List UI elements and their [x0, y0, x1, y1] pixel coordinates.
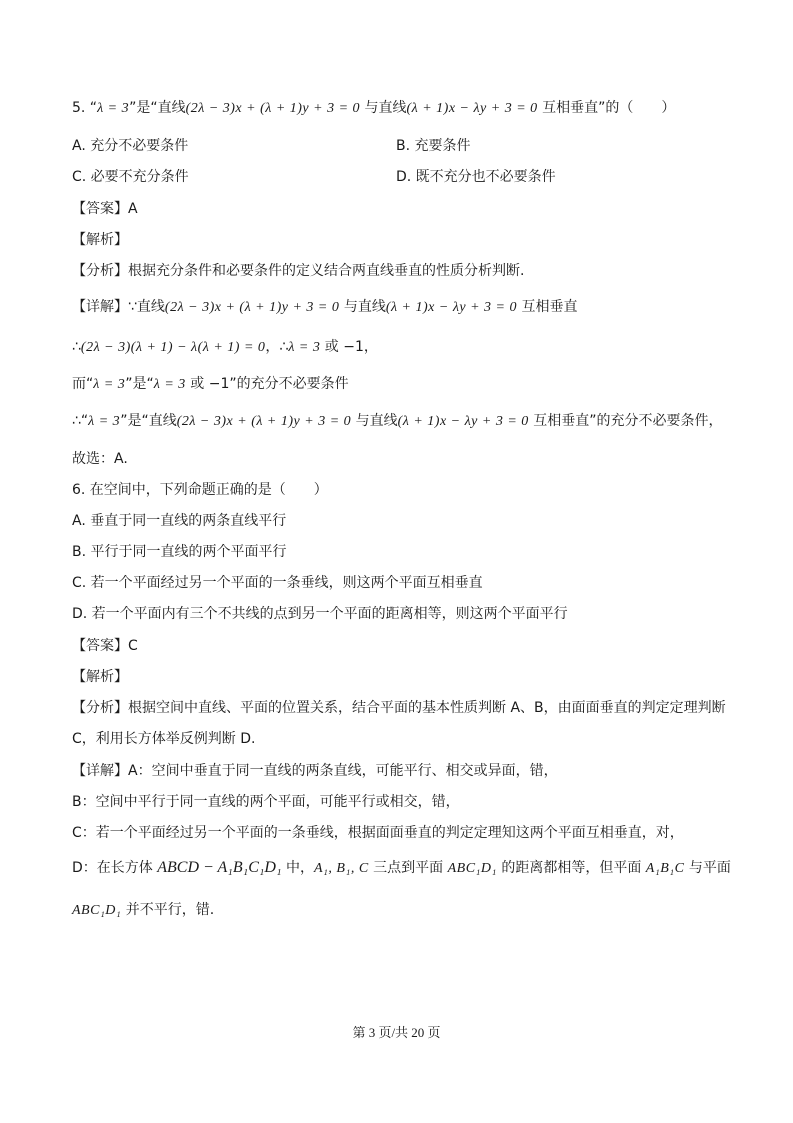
page-footer: 第 3 页/共 20 页: [352, 1025, 441, 1040]
q5-stem-part: 与直线: [360, 100, 407, 116]
q5-step1-part: ∴: [72, 339, 81, 355]
q5-detail-part: 【详解】∵直线: [72, 299, 165, 315]
q5-step3-line1-eq: (2λ − 3)x + (λ + 1)y + 3 = 0: [176, 414, 352, 429]
q5-choose: 故选：A.: [72, 451, 128, 467]
q5-stem-lambda: λ = 3: [97, 101, 130, 116]
q5-answer: 【答案】A: [72, 201, 138, 217]
q5-step3-part: ”是“直线: [120, 413, 177, 429]
q6-option-a: A. 垂直于同一直线的两条直线平行: [72, 513, 287, 529]
q6-detail-d-part: 三点到平面: [368, 860, 448, 876]
q5-step1-part: 或 −1，: [320, 339, 378, 355]
q6-detail-c: C：若一个平面经过另一个平面的一条垂线，根据面面垂直的判定定理知这两个平面互相垂直，对，: [72, 825, 684, 841]
q5-option-a: A. 充分不必要条件: [72, 138, 189, 154]
q5-analysis-heading: 【解析】: [72, 232, 128, 248]
q5-detail: [72, 297, 577, 318]
q5-step3-part: 与直线: [351, 413, 398, 429]
q5-step3-lambda: λ = 3: [88, 414, 121, 429]
q6-detail-d-part: 并不平行，错.: [121, 902, 215, 918]
q6-option-c: C. 若一个平面经过另一个平面的一条垂线，则这两个平面互相垂直: [72, 575, 483, 591]
q6-detail-d-part: D：在长方体: [72, 860, 158, 876]
q6-option-d: D. 若一个平面内有三个不共线的点到另一个平面的距离相等，则这两个平面平行: [72, 606, 568, 622]
q5-option-d: D. 既不充分也不必要条件: [396, 169, 556, 185]
q5-step3: [72, 411, 722, 432]
q5-step3-part: ∴“: [72, 413, 89, 429]
q5-step2-part: ”是“: [125, 376, 154, 392]
q5-detail-line1-eq: (2λ − 3)x + (λ + 1)y + 3 = 0: [164, 300, 340, 315]
q5-stem: [72, 98, 675, 119]
q5-step1-equation: (2λ − 3)(λ + 1) − λ(λ + 1) = 0: [80, 340, 266, 355]
q6-detail-d-cont: [72, 900, 214, 921]
q5-stem-part: 5. “: [72, 100, 98, 116]
q5-step2-part: 而“: [72, 376, 94, 392]
q5-step1-part: ，∴: [265, 339, 289, 355]
q6-answer: 【答案】C: [72, 638, 138, 654]
q5-stem-part: ”是“直线: [129, 100, 186, 116]
q5-step2-part: 或 −1”的充分不必要条件: [185, 376, 349, 392]
q6-analysis-heading: 【解析】: [72, 669, 128, 685]
q5-step2-lambda: λ = 3: [93, 377, 126, 392]
q6-detail-d-part: 中，: [281, 860, 314, 876]
q5-step1-solution: λ = 3: [288, 340, 321, 355]
q6-detail-d-part: 与平面: [684, 860, 731, 876]
q5-option-b: B. 充要条件: [396, 138, 471, 154]
q5-step2: [72, 374, 349, 395]
q6-plane2: A₁B₁C: [645, 861, 685, 876]
q5-option-c: C. 必要不充分条件: [72, 169, 189, 185]
q5-stem-part: 互相垂直”的（ ）: [537, 100, 676, 116]
q5-step3-part: 互相垂直”的充分不必要条件，: [528, 413, 723, 429]
q6-plane3: ABC₁D₁: [72, 903, 122, 918]
q5-detail-line2-eq: (λ + 1)x − λy + 3 = 0: [385, 300, 517, 315]
q5-step1: [72, 337, 378, 358]
q5-detail-part: 与直线: [339, 299, 386, 315]
q6-detail-b: B：空间中平行于同一直线的两个平面，可能平行或相交，错，: [72, 794, 460, 810]
q5-detail-part: 互相垂直: [517, 299, 578, 315]
q5-step2-lambda2: λ = 3: [153, 377, 186, 392]
q6-detail-d-part: 的距离都相等，但平面: [496, 860, 646, 876]
q6-points: A₁, B₁, C: [314, 861, 369, 876]
q6-analysis-line1: 【分析】根据空间中直线、平面的位置关系，结合平面的基本性质判断 A、B，由面面垂直的判定定理判断: [72, 700, 726, 716]
q6-option-b: B. 平行于同一直线的两个平面平行: [72, 544, 287, 560]
q5-stem-line2-eq: (λ + 1)x − λy + 3 = 0: [406, 101, 538, 116]
q5-step3-line2-eq: (λ + 1)x − λy + 3 = 0: [397, 414, 529, 429]
q6-detail-d: [72, 858, 731, 879]
q6-stem: 6. 在空间中，下列命题正确的是（ ）: [72, 482, 328, 498]
q6-plane: ABC₁D₁: [447, 861, 497, 876]
q6-detail-a: 【详解】A：空间中垂直于同一直线的两条直线，可能平行、相交或异面，错，: [72, 763, 558, 779]
q5-analysis: 【分析】根据充分条件和必要条件的定义结合两直线垂直的性质分析判断.: [72, 263, 525, 279]
q5-stem-line1-eq: (2λ − 3)x + (λ + 1)y + 3 = 0: [185, 101, 361, 116]
q6-cuboid-name: ABCD − A₁B₁C₁D₁: [157, 859, 282, 876]
q6-analysis-line2: C，利用长方体举反例判断 D.: [72, 731, 256, 747]
